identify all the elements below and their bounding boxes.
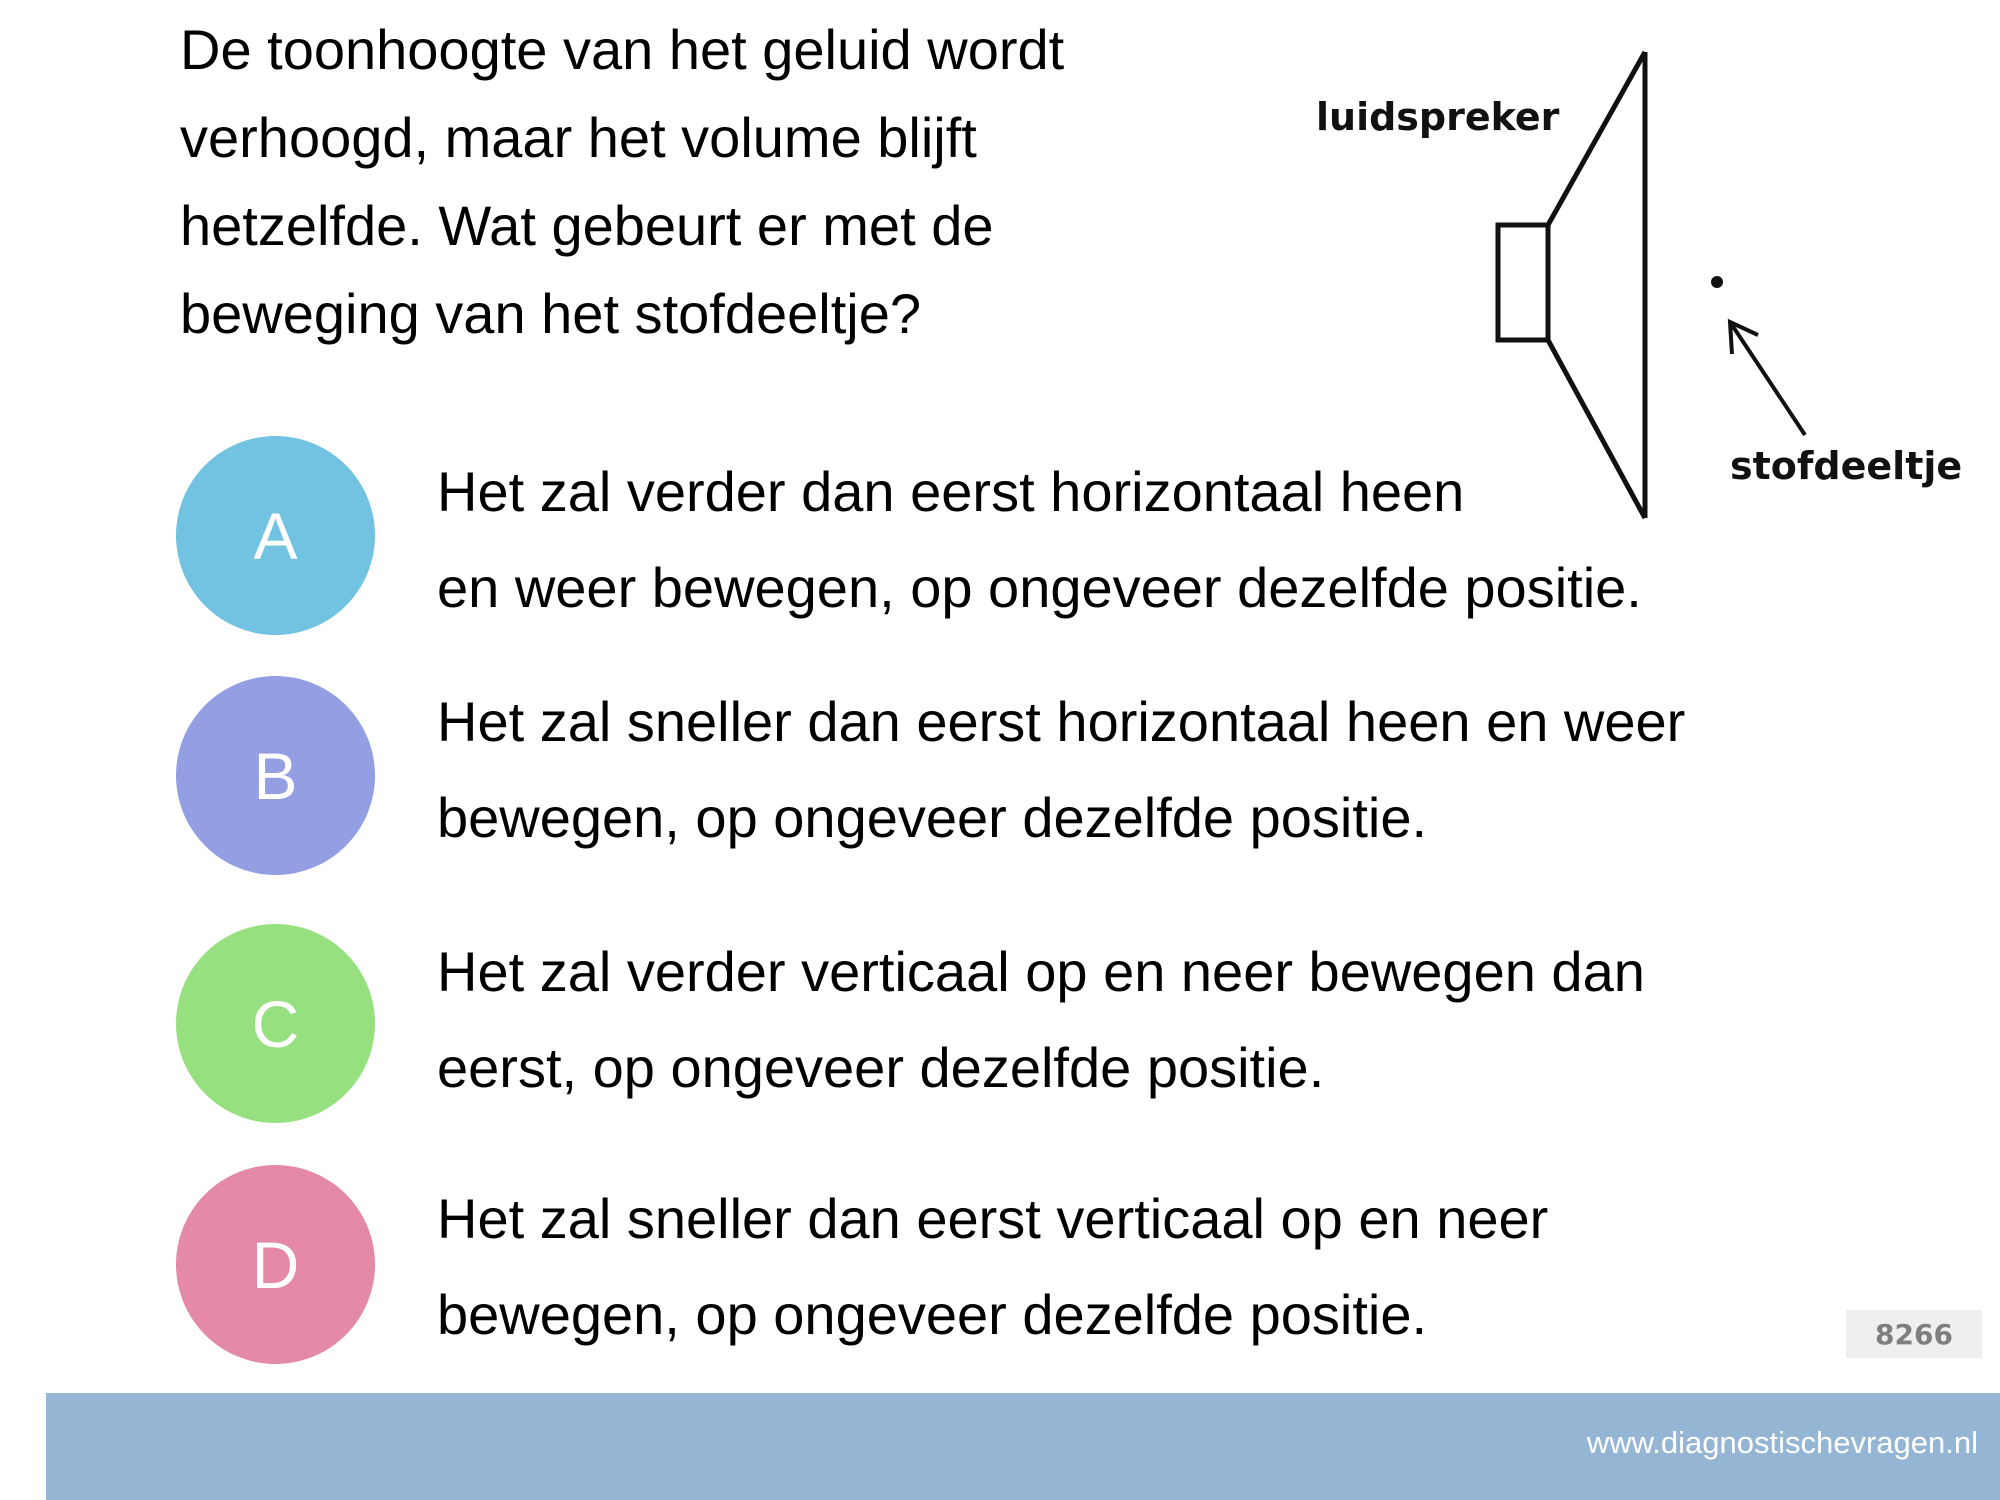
speaker-label: luidspreker <box>1316 95 1560 139</box>
particle-label: stofdeeltje <box>1730 444 1963 488</box>
option-line: bewegen, op ongeveer dezelfde positie. <box>437 1283 1428 1346</box>
question-line: hetzelfde. Wat gebeurt er met de <box>180 194 994 257</box>
option-a-badge[interactable]: A <box>176 436 375 635</box>
option-line: Het zal sneller dan eerst horizontaal heen en weer <box>437 690 1686 753</box>
question-id-badge: 8266 <box>1846 1310 1982 1358</box>
question-text <box>180 6 1240 358</box>
option-line: bewegen, op ongeveer dezelfde positie. <box>437 786 1428 849</box>
option-c-text <box>437 924 1857 1116</box>
option-line: Het zal verder verticaal op en neer bewegen dan <box>437 940 1645 1003</box>
option-b-text <box>437 674 1857 866</box>
particle-dot <box>1711 276 1723 288</box>
option-c-badge[interactable]: C <box>176 924 375 1123</box>
question-line: verhoogd, maar het volume blijft <box>180 106 977 169</box>
option-d-text <box>437 1171 1857 1363</box>
option-a-text <box>437 444 1857 636</box>
arrow-icon <box>1730 322 1805 435</box>
option-b-badge[interactable]: B <box>176 676 375 875</box>
footer-bar <box>46 1393 2000 1500</box>
question-line: beweging van het stofdeeltje? <box>180 282 921 345</box>
option-line: en weer bewegen, op ongeveer dezelfde positie. <box>437 556 1642 619</box>
option-line: eerst, op ongeveer dezelfde positie. <box>437 1036 1325 1099</box>
option-line: Het zal sneller dan eerst verticaal op en neer <box>437 1187 1549 1250</box>
option-d-badge[interactable]: D <box>176 1165 375 1364</box>
option-line: Het zal verder dan eerst horizontaal heen <box>437 460 1465 523</box>
footer-url[interactable]: www.diagnostischevragen.nl <box>1586 1425 1978 1460</box>
question-line: De toonhoogte van het geluid wordt <box>180 18 1065 81</box>
